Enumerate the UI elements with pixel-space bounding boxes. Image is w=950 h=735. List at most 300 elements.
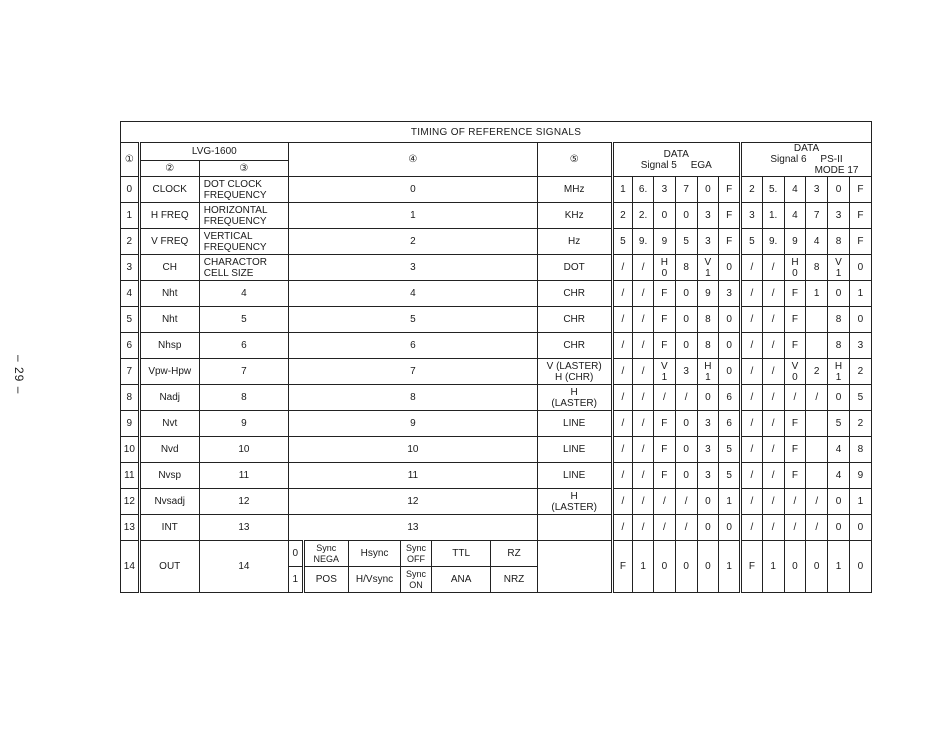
data-cell-d6: / xyxy=(762,489,784,515)
row-name: Nvt xyxy=(139,411,199,437)
data-cell-d6: / xyxy=(806,385,828,411)
data-cell-d6: 4 xyxy=(828,463,850,489)
data-cell-d5: 3 xyxy=(653,177,675,203)
table-row xyxy=(121,411,872,437)
out-bit: 1 xyxy=(288,567,303,593)
data-cell-d5: 3 xyxy=(697,203,719,229)
row-value: 5 xyxy=(288,307,537,333)
row-name: Nvsp xyxy=(139,463,199,489)
data-cell-d5: / xyxy=(612,463,633,489)
data-cell-d6 xyxy=(806,411,828,437)
data-cell-d5: / xyxy=(612,359,633,385)
data-cell-d6: 0 xyxy=(849,541,871,593)
data-cell-d6 xyxy=(806,333,828,359)
row-desc xyxy=(199,411,288,437)
row-desc-line: VERTICAL xyxy=(203,230,253,242)
data-cell-d5: V 1 xyxy=(697,255,719,281)
data-cell-d6: / xyxy=(741,515,763,541)
data-cell-d6: 1. xyxy=(762,203,784,229)
row-desc xyxy=(199,255,288,281)
data-cell-d5: 8 xyxy=(675,255,697,281)
row-number: 11 xyxy=(121,463,140,489)
data-cell-d5: 1 xyxy=(633,541,654,593)
data-cell-d6: / xyxy=(762,515,784,541)
row-value: 1 xyxy=(288,203,537,229)
table-row xyxy=(121,463,872,489)
row-unit-line: LINE xyxy=(563,418,586,429)
data-cell-d6: 0 xyxy=(784,541,806,593)
row-name: CH xyxy=(139,255,199,281)
table-row xyxy=(121,333,872,359)
data-cell-d6: 2 xyxy=(849,359,871,385)
row-desc-line: 12 xyxy=(238,496,250,507)
data-cell-d5: 6. xyxy=(633,177,654,203)
data-cell-d5: 0 xyxy=(675,463,697,489)
out-ttl: TTL xyxy=(432,541,491,567)
data-cell-d5: 0 xyxy=(675,333,697,359)
data-cell-d5: / xyxy=(612,281,633,307)
data-cell-d6: / xyxy=(741,281,763,307)
data-cell-d5: 0 xyxy=(697,515,719,541)
data-cell-d5: 1 xyxy=(719,489,741,515)
data-cell-d5: F xyxy=(653,411,675,437)
data-cell-d5: F xyxy=(653,437,675,463)
data-cell-d5: F xyxy=(719,229,741,255)
data-cell-d5: / xyxy=(675,385,697,411)
data-cell-d6: 0 xyxy=(828,489,850,515)
row-unit-line: MHz xyxy=(563,184,585,195)
page-number: – 29 – xyxy=(12,355,26,395)
data-cell-d6 xyxy=(806,463,828,489)
data-cell-d6: 1 xyxy=(806,281,828,307)
row-unit-line: H xyxy=(570,386,578,398)
data-cell-d5: / xyxy=(612,385,633,411)
row-desc xyxy=(199,203,288,229)
row-name: Nhsp xyxy=(139,333,199,359)
data-cell-d5: V 1 xyxy=(653,359,675,385)
row-number: 7 xyxy=(121,359,140,385)
data-cell-d6: F xyxy=(741,541,763,593)
row-name: V FREQ xyxy=(139,229,199,255)
data-cell-d5: 1 xyxy=(719,541,741,593)
data-cell-d6: / xyxy=(741,489,763,515)
row-desc xyxy=(199,333,288,359)
data5-sub: Signal 5 EGA xyxy=(640,159,712,171)
row-name: INT xyxy=(139,515,199,541)
table-row xyxy=(121,515,872,541)
data-cell-d5: 0 xyxy=(719,333,741,359)
data-cell-d6: 5. xyxy=(762,177,784,203)
data-cell-d6: H 1 xyxy=(828,359,850,385)
data-cell-d6: 7 xyxy=(806,203,828,229)
data-cell-d5: 8 xyxy=(697,333,719,359)
row-number: 4 xyxy=(121,281,140,307)
data-cell-d5: 0 xyxy=(675,203,697,229)
data-cell-d6: 3 xyxy=(849,333,871,359)
row-desc-line: FREQUENCY xyxy=(203,215,267,227)
row-desc-line: 10 xyxy=(238,444,250,455)
data-cell-d6: 9 xyxy=(784,229,806,255)
data-cell-d5: / xyxy=(633,255,654,281)
row-unit-line: LINE xyxy=(563,470,586,481)
table-row xyxy=(121,203,872,229)
row-value: 8 xyxy=(288,385,537,411)
data-cell-d5: F xyxy=(612,541,633,593)
data-cell-d6: / xyxy=(762,411,784,437)
data-cell-d5: / xyxy=(612,437,633,463)
data-cell-d6: 3 xyxy=(806,177,828,203)
data-cell-d5: 2 xyxy=(612,203,633,229)
row-desc-line: 8 xyxy=(241,392,247,403)
row-value: 7 xyxy=(288,359,537,385)
row-unit-line: (LASTER) xyxy=(551,397,597,409)
data-cell-d6: / xyxy=(762,359,784,385)
data-cell-d6: 1 xyxy=(849,281,871,307)
row-number: 2 xyxy=(121,229,140,255)
data-cell-d6: / xyxy=(741,333,763,359)
row-value: 6 xyxy=(288,333,537,359)
data-cell-d6: 1 xyxy=(828,541,850,593)
out-hsync: Hsync xyxy=(349,541,401,567)
data-cell-d6: 5 xyxy=(828,411,850,437)
header-col3: ③ xyxy=(199,161,288,177)
data-cell-d6: 0 xyxy=(828,385,850,411)
data-cell-d6: 2 xyxy=(806,359,828,385)
data-cell-d5: 0 xyxy=(719,359,741,385)
row-name: Nvsadj xyxy=(139,489,199,515)
data-cell-d6: 3 xyxy=(741,203,763,229)
row-desc-line: 6 xyxy=(241,340,247,351)
table-row xyxy=(121,489,872,515)
table-row xyxy=(121,541,872,567)
data-cell-d5: 6 xyxy=(719,411,741,437)
data-cell-d6: / xyxy=(741,385,763,411)
row-desc-line: HORIZONTAL xyxy=(203,204,268,216)
data-cell-d6: / xyxy=(741,411,763,437)
data-cell-d5: 0 xyxy=(675,411,697,437)
data-cell-d6: F xyxy=(784,463,806,489)
row-value: 3 xyxy=(288,255,537,281)
data-cell-d5: 7 xyxy=(675,177,697,203)
row-unit xyxy=(537,515,612,541)
row-unit-line: CHR xyxy=(563,314,585,325)
out-hvsync: H/Vsync xyxy=(349,567,401,593)
row-value: 11 xyxy=(288,463,537,489)
data-cell-d6: 4 xyxy=(784,203,806,229)
data-cell-d5: 5 xyxy=(675,229,697,255)
row-desc-line: FREQUENCY xyxy=(203,189,267,201)
row-unit xyxy=(537,281,612,307)
data-cell-d6: / xyxy=(762,281,784,307)
row-number: 14 xyxy=(121,541,140,593)
data5-title: DATA xyxy=(663,148,689,160)
row-unit xyxy=(537,255,612,281)
table-row xyxy=(121,385,872,411)
row-name: H FREQ xyxy=(139,203,199,229)
row-number: 6 xyxy=(121,333,140,359)
table-row xyxy=(121,307,872,333)
data-cell-d5: 3 xyxy=(719,281,741,307)
row-name: Nvd xyxy=(139,437,199,463)
data-cell-d5: 0 xyxy=(697,177,719,203)
data-cell-d6: / xyxy=(762,333,784,359)
row-number: 0 xyxy=(121,177,140,203)
data-cell-d5: F xyxy=(653,307,675,333)
data-cell-d5: / xyxy=(633,515,654,541)
data-cell-d6: / xyxy=(806,489,828,515)
out-rz: RZ xyxy=(491,541,538,567)
data-cell-d5: / xyxy=(612,307,633,333)
row-number: 12 xyxy=(121,489,140,515)
row-unit xyxy=(537,385,612,411)
data-cell-d5: 3 xyxy=(697,229,719,255)
row-unit-line: CHR xyxy=(563,288,585,299)
row-unit-line: LINE xyxy=(563,444,586,455)
data-cell-d5: / xyxy=(633,489,654,515)
data-cell-d5: F xyxy=(719,177,741,203)
data-cell-d6: F xyxy=(784,437,806,463)
data-cell-d6: / xyxy=(741,437,763,463)
data-cell-d5: 8 xyxy=(697,307,719,333)
data-cell-d6: / xyxy=(741,359,763,385)
data-cell-d6: F xyxy=(784,411,806,437)
data-cell-d5: 0 xyxy=(675,307,697,333)
data-cell-d5: 9 xyxy=(653,229,675,255)
data-cell-d5: 0 xyxy=(653,541,675,593)
data-cell-d6: 0 xyxy=(828,177,850,203)
data-cell-d5: 3 xyxy=(697,411,719,437)
row-desc xyxy=(199,385,288,411)
row-desc-line: 11 xyxy=(238,470,250,481)
timing-table xyxy=(120,121,872,593)
data-cell-d5: 5 xyxy=(612,229,633,255)
row-desc-line: DOT CLOCK xyxy=(203,178,262,190)
out-sync-off: Sync OFF xyxy=(400,541,431,567)
data-cell-d5: / xyxy=(633,385,654,411)
data-cell-d5: H 0 xyxy=(653,255,675,281)
row-desc-line: FREQUENCY xyxy=(203,241,267,253)
data-cell-d6 xyxy=(806,307,828,333)
data6-sub1: Signal 6 xyxy=(770,154,807,165)
data-cell-d5: 9. xyxy=(633,229,654,255)
row-desc-line: 9 xyxy=(241,418,247,429)
row-number: 5 xyxy=(121,307,140,333)
out-sync-on: Sync ON xyxy=(400,567,431,593)
data-cell-d5: 0 xyxy=(675,281,697,307)
row-desc-line: 4 xyxy=(241,288,247,299)
data-cell-d6: / xyxy=(762,463,784,489)
data-cell-d6: V 1 xyxy=(828,255,850,281)
row-unit-line: V (LASTER) xyxy=(546,360,602,372)
data-cell-d6: 5 xyxy=(849,385,871,411)
table-row xyxy=(121,229,872,255)
row-unit-line: H (CHR) xyxy=(555,371,594,383)
data-cell-d5: 0 xyxy=(697,489,719,515)
row-number: 3 xyxy=(121,255,140,281)
data-cell-d6: 0 xyxy=(828,515,850,541)
data-cell-d5: / xyxy=(633,333,654,359)
data-cell-d5: / xyxy=(633,437,654,463)
table-row xyxy=(121,255,872,281)
header-data-signal5 xyxy=(612,143,741,177)
data-cell-d6: F xyxy=(784,333,806,359)
data-cell-d5: / xyxy=(653,385,675,411)
data-cell-d6: 5 xyxy=(741,229,763,255)
data-cell-d6: 1 xyxy=(849,489,871,515)
header-data-signal6 xyxy=(741,143,872,177)
header-col5: ⑤ xyxy=(537,143,612,177)
data-cell-d6: F xyxy=(784,281,806,307)
data-cell-d6: / xyxy=(741,307,763,333)
data-cell-d6: 4 xyxy=(828,437,850,463)
row-unit-line: KHz xyxy=(564,210,584,221)
data-cell-d5: 0 xyxy=(719,255,741,281)
out-nrz: NRZ xyxy=(491,567,538,593)
data6-sub3: MODE 17 xyxy=(814,165,859,176)
data-cell-d6: F xyxy=(849,229,871,255)
header-col2: ② xyxy=(139,161,199,177)
row-unit xyxy=(537,359,612,385)
row-number: 1 xyxy=(121,203,140,229)
row-desc xyxy=(199,229,288,255)
header-col4: ④ xyxy=(288,143,537,177)
data-cell-d6 xyxy=(806,437,828,463)
row-desc-line: 5 xyxy=(241,314,247,325)
data-cell-d6: / xyxy=(762,307,784,333)
row-unit xyxy=(537,307,612,333)
data-cell-d5: / xyxy=(612,515,633,541)
data-cell-d6: 2 xyxy=(741,177,763,203)
data-cell-d6: / xyxy=(741,463,763,489)
data-cell-d6: 8 xyxy=(806,255,828,281)
data-cell-d6: 0 xyxy=(849,255,871,281)
data-cell-d5: 1 xyxy=(612,177,633,203)
row-number: 9 xyxy=(121,411,140,437)
data-cell-d6: 4 xyxy=(806,229,828,255)
row-unit xyxy=(537,333,612,359)
row-desc xyxy=(199,437,288,463)
row-desc-line: 7 xyxy=(241,366,247,377)
data-cell-d5: 5 xyxy=(719,463,741,489)
data-cell-d5: 3 xyxy=(697,463,719,489)
data-cell-d5: 3 xyxy=(675,359,697,385)
row-unit xyxy=(537,177,612,203)
data-cell-d6: F xyxy=(849,177,871,203)
data-cell-d6: F xyxy=(784,307,806,333)
data-cell-d5: F xyxy=(653,463,675,489)
data-cell-d5: 6 xyxy=(719,385,741,411)
row-value: 0 xyxy=(288,177,537,203)
row-desc-line: 13 xyxy=(238,522,250,533)
row-name: Vpw-Hpw xyxy=(139,359,199,385)
row-unit-line: CHR xyxy=(563,340,585,351)
data-cell-d5: / xyxy=(675,515,697,541)
table-row xyxy=(121,281,872,307)
row-value: 12 xyxy=(288,489,537,515)
row-value: 10 xyxy=(288,437,537,463)
table-title: TIMING OF REFERENCE SIGNALS xyxy=(121,122,872,143)
data-cell-d6: / xyxy=(784,515,806,541)
data-cell-d6: / xyxy=(806,515,828,541)
data-cell-d5: 3 xyxy=(697,437,719,463)
data-cell-d5: 0 xyxy=(653,203,675,229)
row-name: Nadj xyxy=(139,385,199,411)
data-cell-d6: / xyxy=(762,255,784,281)
data-cell-d6: 3 xyxy=(828,203,850,229)
row-name: OUT xyxy=(139,541,199,593)
data-cell-d5: / xyxy=(633,463,654,489)
data-cell-d5: / xyxy=(633,307,654,333)
data-cell-d5: / xyxy=(633,411,654,437)
out-bit: 0 xyxy=(288,541,303,567)
row-desc-line: CELL SIZE xyxy=(203,267,254,279)
row-value: 4 xyxy=(288,281,537,307)
row-number: 8 xyxy=(121,385,140,411)
row-name: Nht xyxy=(139,281,199,307)
table-row xyxy=(121,437,872,463)
row-desc xyxy=(199,515,288,541)
row-unit xyxy=(537,541,612,593)
data-cell-d6: 8 xyxy=(828,229,850,255)
data-cell-d6: 0 xyxy=(806,541,828,593)
header-col1: ① xyxy=(121,143,140,177)
row-value: 2 xyxy=(288,229,537,255)
row-desc xyxy=(199,307,288,333)
data-cell-d6: 0 xyxy=(849,307,871,333)
row-number: 13 xyxy=(121,515,140,541)
data-cell-d6: 2 xyxy=(849,411,871,437)
data-cell-d5: / xyxy=(633,281,654,307)
data-cell-d5: 0 xyxy=(719,515,741,541)
row-unit xyxy=(537,229,612,255)
data-cell-d5: F xyxy=(719,203,741,229)
data-cell-d6: / xyxy=(762,385,784,411)
row-value: 13 xyxy=(288,515,537,541)
data-cell-d6: 0 xyxy=(849,515,871,541)
row-unit xyxy=(537,463,612,489)
data-cell-d5: 0 xyxy=(675,437,697,463)
table-row xyxy=(121,177,872,203)
data-cell-d5: 0 xyxy=(675,541,697,593)
data-cell-d5: H 1 xyxy=(697,359,719,385)
data-cell-d6: F xyxy=(849,203,871,229)
data-cell-d6: / xyxy=(741,255,763,281)
row-number: 10 xyxy=(121,437,140,463)
out-sync: Sync NEGA xyxy=(303,541,349,567)
data-cell-d6: / xyxy=(784,385,806,411)
row-desc-line: CHARACTOR xyxy=(203,256,267,268)
data-cell-d5: 0 xyxy=(719,307,741,333)
row-unit xyxy=(537,489,612,515)
data-cell-d6: V 0 xyxy=(784,359,806,385)
row-desc xyxy=(199,489,288,515)
data-cell-d6: 8 xyxy=(828,307,850,333)
data-cell-d5: 0 xyxy=(697,385,719,411)
out-pos: POS xyxy=(303,567,349,593)
data-cell-d5: / xyxy=(612,333,633,359)
row-unit-line: (LASTER) xyxy=(551,501,597,513)
row-desc: 14 xyxy=(199,541,288,593)
row-unit-line: H xyxy=(570,490,578,502)
data-cell-d5: 0 xyxy=(697,541,719,593)
data-cell-d5: / xyxy=(612,255,633,281)
data6-title: DATA xyxy=(793,143,820,154)
data-cell-d5: / xyxy=(653,489,675,515)
data-cell-d5: 5 xyxy=(719,437,741,463)
data-cell-d6: 9 xyxy=(849,463,871,489)
data-cell-d6: 0 xyxy=(828,281,850,307)
row-name: CLOCK xyxy=(139,177,199,203)
